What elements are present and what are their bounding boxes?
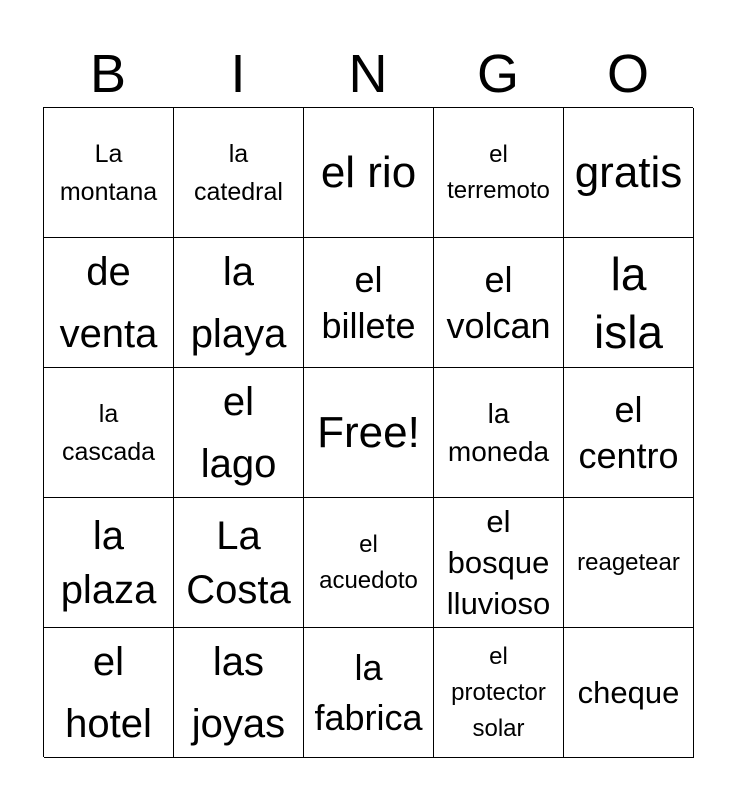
bingo-cell-r1-c3[interactable] xyxy=(304,108,434,238)
bingo-cell-r3-c3[interactable] xyxy=(304,368,434,498)
header-letter-g: G xyxy=(476,44,519,104)
bingo-cell-r4-c5[interactable] xyxy=(564,498,694,628)
cell-label: el centro xyxy=(578,388,679,476)
cell-label: el acuedoto xyxy=(319,530,418,594)
bingo-cell-r4-c3[interactable] xyxy=(304,498,434,628)
cell-label: reagetear xyxy=(577,548,680,576)
cell-label: gratis xyxy=(574,147,683,197)
bingo-cell-r3-c2[interactable] xyxy=(174,368,304,498)
bingo-cell-r5-c2[interactable] xyxy=(174,628,304,758)
header-letter-i: I xyxy=(230,44,246,104)
bingo-cell-r3-c1[interactable] xyxy=(44,368,174,498)
cell-label: el lago xyxy=(200,379,277,486)
bingo-cell-r2-c2[interactable] xyxy=(174,238,304,368)
bingo-cell-r2-c5[interactable] xyxy=(564,238,694,368)
cell-label: el protector solar xyxy=(451,642,546,742)
cell-label: el billete xyxy=(321,258,416,346)
bingo-cell-r1-c5[interactable] xyxy=(564,108,694,238)
bingo-cell-r4-c2[interactable] xyxy=(174,498,304,628)
cell-label: la plaza xyxy=(60,513,157,612)
cell-label: la moneda xyxy=(447,397,550,467)
bingo-cell-r1-c2[interactable] xyxy=(174,108,304,238)
cell-label: el bosque lluvioso xyxy=(446,504,551,621)
cell-label: cheque xyxy=(577,674,680,710)
cell-label: Free! xyxy=(317,407,420,457)
cell-label: la playa xyxy=(190,249,287,356)
bingo-cell-r5-c3[interactable] xyxy=(304,628,434,758)
cell-label: de venta xyxy=(59,249,158,356)
cell-label: La montana xyxy=(59,139,158,206)
bingo-cell-r2-c4[interactable] xyxy=(434,238,564,368)
bingo-cell-r5-c5[interactable] xyxy=(564,628,694,758)
bingo-cell-r4-c4[interactable] xyxy=(434,498,564,628)
bingo-cell-r1-c4[interactable] xyxy=(434,108,564,238)
cell-label: La Costa xyxy=(186,513,291,612)
bingo-header xyxy=(43,40,693,108)
bingo-cell-r5-c4[interactable] xyxy=(434,628,564,758)
bingo-board xyxy=(43,107,693,757)
cell-label: el rio xyxy=(320,147,417,197)
cell-label: el terremoto xyxy=(447,140,550,204)
bingo-cell-r3-c4[interactable] xyxy=(434,368,564,498)
cell-label: la catedral xyxy=(194,139,283,206)
bingo-cell-r2-c3[interactable] xyxy=(304,238,434,368)
header-letter-b: B xyxy=(89,44,127,104)
bingo-cell-r4-c1[interactable] xyxy=(44,498,174,628)
cell-label: el hotel xyxy=(65,639,152,746)
cell-label: el volcan xyxy=(446,258,551,346)
bingo-cell-r3-c5[interactable] xyxy=(564,368,694,498)
bingo-cell-r2-c1[interactable] xyxy=(44,238,174,368)
cell-label: la isla xyxy=(593,247,664,358)
header-letter-o: O xyxy=(606,44,649,104)
bingo-cell-r5-c1[interactable] xyxy=(44,628,174,758)
bingo-cell-r1-c1[interactable] xyxy=(44,108,174,238)
header-letter-n: N xyxy=(348,44,388,104)
cell-label: la fabrica xyxy=(314,646,423,738)
cell-label: las joyas xyxy=(191,639,286,746)
cell-label: la cascada xyxy=(61,399,156,466)
